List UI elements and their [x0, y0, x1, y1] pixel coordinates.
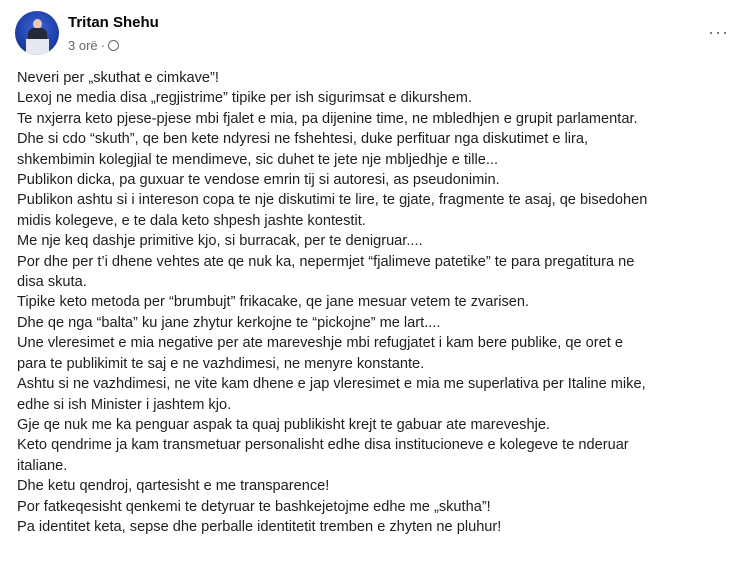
- meta-separator: ·: [100, 38, 105, 53]
- post-text-line: midis kolegeve, e te dala keto shpesh jashte kontestit.: [17, 212, 366, 229]
- post-text-line: Gje qe nuk me ka penguar aspak ta quaj publikisht krejt te gabuar ate mareveshje.: [17, 416, 550, 433]
- post-text-line: Dhe qe nga “balta” ku jane zhytur kerkojne te “pickojne” me lart....: [17, 314, 441, 331]
- post-time[interactable]: 3 orë: [68, 38, 98, 53]
- avatar-podium: [26, 39, 49, 55]
- post-text-line: shkembimin kolegjial te mendimeve, sic duhet te jete nje mbljedhje e tille...: [17, 151, 499, 168]
- post-text-line: italiane.: [17, 457, 68, 474]
- post-text-line: Publikon ashtu si i intereson copa te nje diskutimi te lire, te gjate, fragmente te asaj, qe bisedohen: [17, 192, 648, 209]
- post-text-line: Pa identitet keta, sepse dhe perballe identitetit tremben e zhyten ne pluhur!: [17, 518, 502, 535]
- author-name[interactable]: Tritan Shehu: [68, 14, 159, 31]
- more-options-button[interactable]: ···: [708, 22, 729, 42]
- post-text-line: Por fatkeqesisht qenkemi te detyruar te bashkejetojme edhe me „skutha”!: [17, 498, 491, 515]
- globe-icon: [108, 40, 119, 51]
- post-text-line: Publikon dicka, pa guxuar te vendose emrin tij si autoresi, as pseudonimin.: [17, 172, 500, 189]
- post-text-line: Ashtu si ne vazhdimesi, ne vite kam dhene e jap vleresimet e mia me superlativa per Italine mike,: [17, 376, 646, 393]
- post-text-line: Tipike keto metoda per “brumbujt” frikacake, qe jane mesuar vetem te zvarisen.: [17, 294, 530, 311]
- post-text-line: Dhe si cdo “skuth”, qe ben kete ndyresi ne fshehtesi, duke perfituar nga diskutimet e lira,: [17, 131, 589, 148]
- post-text-line: Keto qendrime ja kam transmetuar personalisht edhe disa institucioneve e kolegeve te nderuar: [17, 437, 629, 454]
- post-text-line: Te nxjerra keto pjese-pjese mbi fjalet e mia, pa dijenine time, ne mbledhjen e grupit parlamentar.: [17, 110, 638, 127]
- post-text-line: Lexoj ne media disa „regjistrime” tipike per ish sigurimsat e dikurshem.: [17, 90, 473, 107]
- post-text-line: Dhe ketu qendroj, qartesisht e me transparence!: [17, 478, 330, 495]
- post-text-line: edhe si ish Minister i jashtem kjo.: [17, 396, 232, 413]
- post-text-line: Une vleresimet e mia negative per ate mareveshje mbi refugjatet i kam bere publike, qe oret e: [17, 335, 623, 352]
- post-text-line: Neveri per „skuthat e cimkave”!: [17, 70, 219, 86]
- post-text: [17, 68, 647, 537]
- author-avatar[interactable]: [15, 11, 59, 55]
- post-text-line: disa skuta.: [17, 274, 87, 291]
- post-text-line: para te publikimit te saj e ne vazhdimesi, ne menyre konstante.: [17, 355, 425, 372]
- post-text-line: Por dhe per t’i dhene vehtes ate qe nuk ka, nepermjet “fjalimeve patetike” te para pregatitura ne: [17, 253, 635, 270]
- post-text-line: Me nje keq dashje primitive kjo, si burracak, per te denigruar....: [17, 233, 423, 250]
- post-meta: [68, 38, 119, 53]
